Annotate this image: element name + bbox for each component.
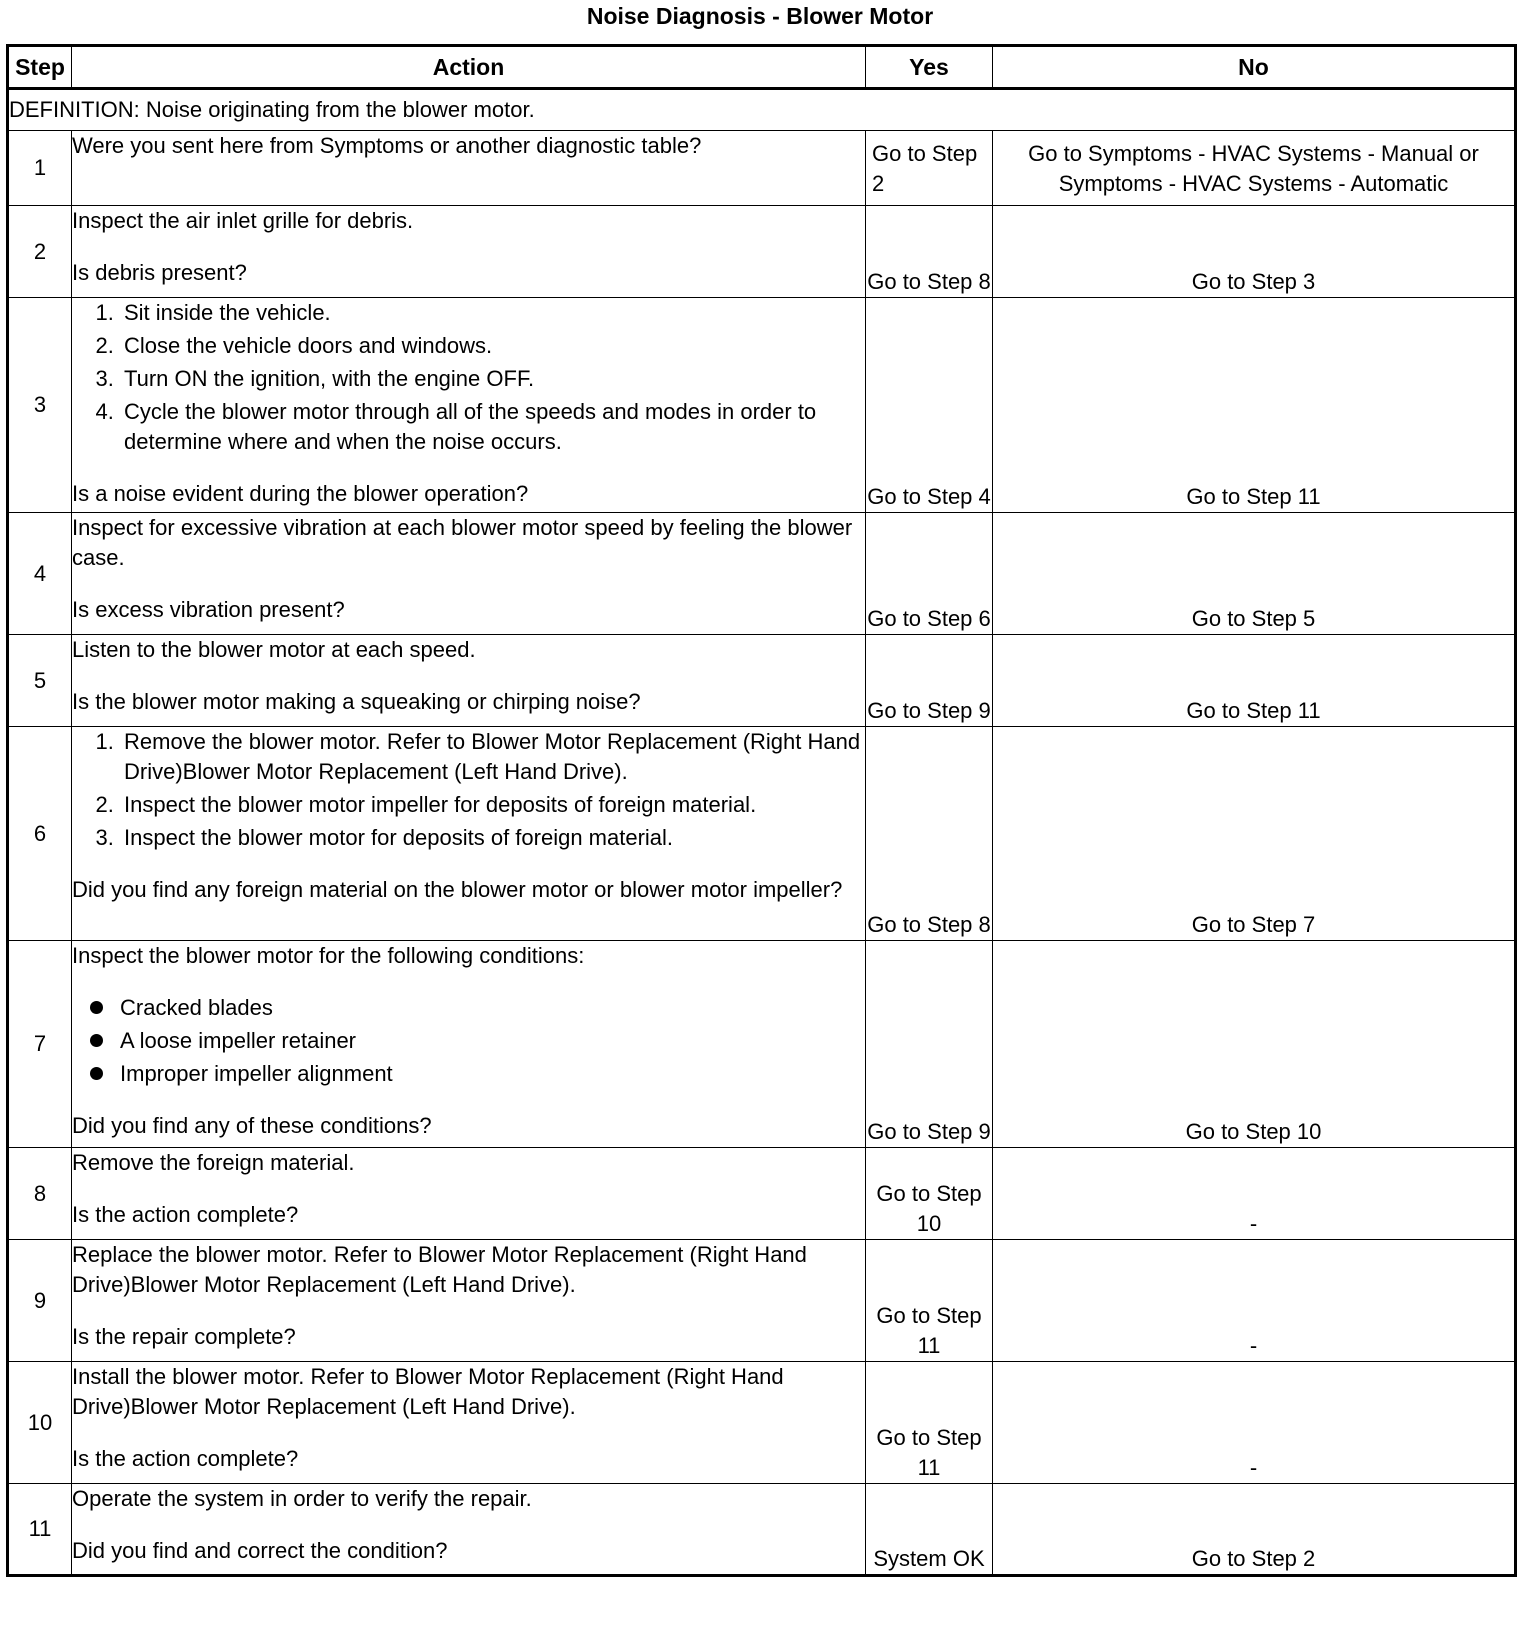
no-cell: - bbox=[993, 1240, 1516, 1362]
yes-cell: Go to Step 4 bbox=[866, 298, 993, 513]
no-cell: Go to Symptoms - HVAC Systems - Manual or Symptoms - HVAC Systems - Automatic bbox=[993, 131, 1516, 206]
yes-cell: Go to Step 6 bbox=[866, 513, 993, 635]
step-number: 3 bbox=[8, 298, 72, 513]
step-number: 4 bbox=[8, 513, 72, 635]
list-item: 3. Inspect the blower motor for deposits of foreign material. bbox=[120, 823, 865, 853]
table-row bbox=[8, 1362, 1516, 1484]
table-header-row bbox=[8, 46, 1516, 89]
action-cell bbox=[72, 1362, 866, 1484]
action-text: Inspect for excessive vibration at each blower motor speed by feeling the blower case. bbox=[72, 515, 853, 570]
table-row bbox=[8, 206, 1516, 298]
yes-cell: Go to Step 11 bbox=[866, 1362, 993, 1484]
header-action: Action bbox=[72, 46, 866, 89]
action-cell bbox=[72, 206, 866, 298]
header-yes: Yes bbox=[866, 46, 993, 89]
action-cell bbox=[72, 635, 866, 727]
no-cell: Go to Step 2 bbox=[993, 1484, 1516, 1576]
yes-cell: Go to Step 2 bbox=[866, 131, 993, 206]
no-cell: Go to Step 11 bbox=[993, 298, 1516, 513]
question-text: Did you find and correct the condition? bbox=[72, 1538, 448, 1563]
action-cell bbox=[72, 1484, 866, 1576]
step-number: 8 bbox=[8, 1148, 72, 1240]
action-cell bbox=[72, 941, 866, 1148]
bullet-icon bbox=[90, 1067, 103, 1080]
step-number: 1 bbox=[8, 131, 72, 206]
action-text: Operate the system in order to verify the repair. bbox=[72, 1486, 532, 1511]
action-text: Install the blower motor. Refer to Blower Motor Replacement (Right Hand Drive)Blower Motor Replacement (Left Hand Drive). bbox=[72, 1364, 784, 1419]
table-row bbox=[8, 1240, 1516, 1362]
bullet-icon bbox=[90, 1034, 103, 1047]
no-cell: Go to Step 5 bbox=[993, 513, 1516, 635]
no-cell: - bbox=[993, 1362, 1516, 1484]
table-row bbox=[8, 1484, 1516, 1576]
header-no: No bbox=[993, 46, 1516, 89]
list-item-text: Cracked blades bbox=[120, 995, 273, 1020]
step-number: 5 bbox=[8, 635, 72, 727]
action-text: Were you sent here from Symptoms or another diagnostic table? bbox=[72, 133, 702, 158]
yes-cell: Go to Step 8 bbox=[866, 727, 993, 941]
question-text: Did you find any of these conditions? bbox=[72, 1113, 432, 1138]
bullet-icon bbox=[90, 1001, 103, 1014]
list-item: 2. Close the vehicle doors and windows. bbox=[120, 331, 865, 361]
step-number: 9 bbox=[8, 1240, 72, 1362]
question-text: Is the action complete? bbox=[72, 1446, 299, 1471]
list-item-text: Improper impeller alignment bbox=[120, 1061, 393, 1086]
action-cell bbox=[72, 298, 866, 513]
bullet-list bbox=[72, 993, 865, 1089]
step-number: 6 bbox=[8, 727, 72, 941]
no-cell: Go to Step 10 bbox=[993, 941, 1516, 1148]
question-text: Is the blower motor making a squeaking or chirping noise? bbox=[72, 689, 641, 714]
action-text: Remove the foreign material. bbox=[72, 1150, 355, 1175]
step-number: 10 bbox=[8, 1362, 72, 1484]
step-number: 7 bbox=[8, 941, 72, 1148]
yes-cell: Go to Step 9 bbox=[866, 635, 993, 727]
header-step: Step bbox=[8, 46, 72, 89]
page-title: Noise Diagnosis - Blower Motor bbox=[586, 3, 934, 29]
action-text: Inspect the air inlet grille for debris. bbox=[72, 208, 414, 233]
question-text: Is the repair complete? bbox=[72, 1324, 296, 1349]
step-number: 2 bbox=[8, 206, 72, 298]
table-row bbox=[8, 298, 1516, 513]
list-item: 3. Turn ON the ignition, with the engine OFF. bbox=[120, 364, 865, 394]
definition-text: DEFINITION: Noise originating from the blower motor. bbox=[8, 89, 1516, 131]
table-row bbox=[8, 635, 1516, 727]
list-item bbox=[72, 1026, 865, 1056]
yes-cell: Go to Step 11 bbox=[866, 1240, 993, 1362]
diagnostic-table bbox=[6, 44, 1517, 1577]
action-cell bbox=[72, 1240, 866, 1362]
definition-row bbox=[8, 89, 1516, 131]
action-cell bbox=[72, 1148, 866, 1240]
action-cell bbox=[72, 513, 866, 635]
yes-cell: Go to Step 9 bbox=[866, 941, 993, 1148]
list-item bbox=[72, 993, 865, 1023]
action-text: Listen to the blower motor at each speed. bbox=[72, 637, 476, 662]
step-number: 11 bbox=[8, 1484, 72, 1576]
no-cell: Go to Step 11 bbox=[993, 635, 1516, 727]
numbered-list bbox=[72, 298, 865, 457]
list-item: 1. Sit inside the vehicle. bbox=[120, 298, 865, 328]
question-text: Is the action complete? bbox=[72, 1202, 299, 1227]
list-item: 2. Inspect the blower motor impeller for deposits of foreign material. bbox=[120, 790, 865, 820]
action-text: Replace the blower motor. Refer to Blower Motor Replacement (Right Hand Drive)Blower Motor Replacement (Left Hand Drive). bbox=[72, 1242, 807, 1297]
yes-cell: Go to Step 10 bbox=[866, 1148, 993, 1240]
yes-cell: Go to Step 8 bbox=[866, 206, 993, 298]
question-text: Is excess vibration present? bbox=[72, 597, 345, 622]
action-cell bbox=[72, 727, 866, 941]
list-item-text: A loose impeller retainer bbox=[120, 1028, 357, 1053]
numbered-list bbox=[72, 727, 865, 853]
question-text: Is a noise evident during the blower operation? bbox=[72, 481, 529, 506]
table-row bbox=[8, 727, 1516, 941]
no-cell: - bbox=[993, 1148, 1516, 1240]
question-text: Did you find any foreign material on the blower motor or blower motor impeller? bbox=[72, 877, 843, 902]
list-item bbox=[72, 1059, 865, 1089]
table-row bbox=[8, 1148, 1516, 1240]
action-text: Inspect the blower motor for the following conditions: bbox=[72, 943, 585, 968]
no-cell: Go to Step 3 bbox=[993, 206, 1516, 298]
question-text: Is debris present? bbox=[72, 260, 247, 285]
list-item: 4. Cycle the blower motor through all of the speeds and modes in order to determine where and when the noise occurs. bbox=[120, 397, 865, 457]
table-row bbox=[8, 131, 1516, 206]
no-cell: Go to Step 7 bbox=[993, 727, 1516, 941]
table-row bbox=[8, 941, 1516, 1148]
table-row bbox=[8, 513, 1516, 635]
action-cell bbox=[72, 131, 866, 206]
list-item: 1. Remove the blower motor. Refer to Blower Motor Replacement (Right Hand Drive)Blower Motor Replacement (Left Hand Drive). bbox=[120, 727, 865, 787]
yes-cell: System OK bbox=[866, 1484, 993, 1576]
